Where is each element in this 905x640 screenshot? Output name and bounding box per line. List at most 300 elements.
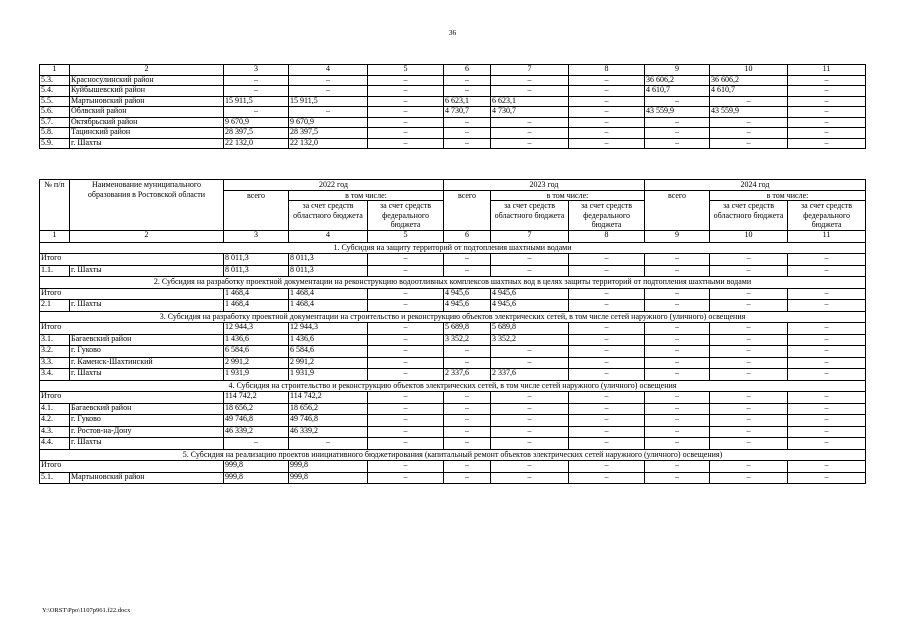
amount-cell: –: [368, 117, 444, 128]
table-row: [40, 369, 866, 381]
amount-cell: –: [788, 86, 866, 97]
amount-cell: –: [368, 369, 444, 381]
amount-cell: –: [710, 265, 788, 277]
amount-cell: –: [368, 415, 444, 427]
amount-cell: –: [368, 75, 444, 86]
municipality-name: Мартыновский район: [70, 472, 224, 484]
header-total-2022: всего: [224, 190, 289, 231]
amount-cell: –: [444, 346, 491, 358]
amount-cell: 4 945,6: [444, 300, 491, 312]
header-num: № п/п: [40, 180, 70, 231]
row-number: 5.6.: [40, 107, 70, 118]
amount-cell: 114 742,2: [289, 392, 368, 404]
amount-cell: 6 623,1: [444, 96, 491, 107]
row-number: 4.2.: [40, 415, 70, 427]
column-number-row: [40, 231, 866, 243]
column-number: 1: [40, 65, 70, 76]
amount-cell: –: [788, 369, 866, 381]
subsidy-table: [39, 179, 866, 484]
row-number: 3.3.: [40, 357, 70, 369]
amount-cell: 1 436,6: [289, 334, 368, 346]
amount-cell: –: [645, 254, 710, 266]
section-title-row: [40, 242, 866, 254]
amount-cell: –: [645, 426, 710, 438]
amount-cell: –: [289, 438, 368, 450]
municipality-name: г. Шахты: [70, 138, 224, 149]
table-row: [40, 300, 866, 312]
column-number: 2: [70, 65, 224, 76]
row-number: 3.2.: [40, 346, 70, 358]
section-title: 5. Субсидия на реализацию проектов инициативного бюджетирования (капитальный ремонт объектов электрических сетей наружного (уличного) освещения): [40, 449, 866, 461]
amount-cell: 8 011,3: [289, 265, 368, 277]
amount-cell: –: [491, 138, 569, 149]
column-number: 3: [224, 231, 289, 243]
amount-cell: –: [569, 426, 645, 438]
amount-cell: –: [224, 438, 289, 450]
amount-cell: –: [788, 138, 866, 149]
amount-cell: 4 610,7: [645, 86, 710, 97]
total-label: Итого: [40, 254, 224, 266]
amount-cell: 6 584,6: [289, 346, 368, 358]
table-row: [40, 138, 866, 149]
amount-cell: –: [710, 128, 788, 139]
amount-cell: –: [444, 415, 491, 427]
amount-cell: –: [710, 288, 788, 300]
amount-cell: 43 559,9: [710, 107, 788, 118]
total-row: [40, 323, 866, 335]
amount-cell: –: [444, 392, 491, 404]
amount-cell: 8 011,3: [289, 254, 368, 266]
header-regional-2023: за счет средств областного бюджета: [491, 201, 569, 231]
amount-cell: –: [491, 86, 569, 97]
amount-cell: –: [645, 117, 710, 128]
amount-cell: –: [569, 265, 645, 277]
amount-cell: –: [368, 438, 444, 450]
row-number: 1.1.: [40, 265, 70, 277]
amount-cell: –: [710, 138, 788, 149]
amount-cell: 9 670,9: [289, 117, 368, 128]
municipality-name: г. Каменск-Шахтинский: [70, 357, 224, 369]
amount-cell: –: [368, 472, 444, 484]
amount-cell: 999,8: [224, 472, 289, 484]
amount-cell: –: [368, 265, 444, 277]
row-number: 5.3.: [40, 75, 70, 86]
table-row: [40, 107, 866, 118]
amount-cell: –: [710, 392, 788, 404]
amount-cell: –: [645, 369, 710, 381]
header-including-2022: в том числе:: [289, 190, 444, 201]
header-year-2024: 2024 год: [645, 180, 866, 191]
amount-cell: –: [645, 346, 710, 358]
amount-cell: –: [569, 438, 645, 450]
total-row: [40, 288, 866, 300]
amount-cell: –: [710, 438, 788, 450]
page-number: 36: [448, 28, 457, 37]
amount-cell: –: [444, 472, 491, 484]
amount-cell: –: [710, 357, 788, 369]
amount-cell: 4 945,6: [491, 288, 569, 300]
total-row: [40, 461, 866, 473]
amount-cell: –: [645, 438, 710, 450]
amount-cell: –: [491, 438, 569, 450]
header-year-2023: 2023 год: [444, 180, 645, 191]
amount-cell: –: [368, 254, 444, 266]
amount-cell: –: [569, 288, 645, 300]
amount-cell: –: [289, 107, 368, 118]
amount-cell: –: [788, 346, 866, 358]
section-title: 1. Субсидия на защиту территорий от подтопления шахтными водами: [40, 242, 866, 254]
amount-cell: –: [645, 138, 710, 149]
amount-cell: –: [491, 117, 569, 128]
amount-cell: –: [788, 461, 866, 473]
amount-cell: –: [368, 138, 444, 149]
amount-cell: –: [569, 254, 645, 266]
amount-cell: 5 689,8: [491, 323, 569, 335]
amount-cell: –: [569, 323, 645, 335]
municipality-name: г. Шахты: [70, 265, 224, 277]
total-label: Итого: [40, 323, 224, 335]
table-row: [40, 403, 866, 415]
amount-cell: –: [444, 138, 491, 149]
amount-cell: –: [444, 403, 491, 415]
column-number: 9: [645, 65, 710, 76]
column-number: 3: [224, 65, 289, 76]
table-row: [40, 357, 866, 369]
column-number: 7: [491, 65, 569, 76]
amount-cell: –: [569, 117, 645, 128]
amount-cell: –: [788, 96, 866, 107]
amount-cell: –: [569, 403, 645, 415]
section-title-row: [40, 449, 866, 461]
amount-cell: 4 945,6: [491, 300, 569, 312]
amount-cell: 22 132,0: [289, 138, 368, 149]
amount-cell: 49 746,8: [224, 415, 289, 427]
amount-cell: 2 991,2: [224, 357, 289, 369]
amount-cell: –: [569, 357, 645, 369]
amount-cell: 12 944,3: [289, 323, 368, 335]
section-title-row: [40, 380, 866, 392]
table-row: [40, 426, 866, 438]
amount-cell: –: [444, 86, 491, 97]
amount-cell: –: [710, 426, 788, 438]
amount-cell: –: [569, 138, 645, 149]
amount-cell: 2 337,6: [444, 369, 491, 381]
municipality-name: Куйбышевский район: [70, 86, 224, 97]
amount-cell: –: [788, 415, 866, 427]
header-federal-2023: за счет средств федерального бюджета: [569, 201, 645, 231]
amount-cell: –: [368, 288, 444, 300]
amount-cell: 1 931,9: [289, 369, 368, 381]
table-row: [40, 265, 866, 277]
amount-cell: 12 944,3: [224, 323, 289, 335]
column-number: 9: [645, 231, 710, 243]
municipality-name: г. Ростов-на-Дону: [70, 426, 224, 438]
row-number: 3.1.: [40, 334, 70, 346]
amount-cell: –: [569, 75, 645, 86]
header-including-2024: в том числе:: [710, 190, 866, 201]
amount-cell: –: [569, 369, 645, 381]
header-total-2024: всего: [645, 190, 710, 231]
amount-cell: –: [645, 265, 710, 277]
column-number: 8: [569, 231, 645, 243]
amount-cell: –: [788, 254, 866, 266]
amount-cell: –: [788, 334, 866, 346]
column-number: 6: [444, 65, 491, 76]
amount-cell: 15 911,5: [289, 96, 368, 107]
amount-cell: –: [788, 403, 866, 415]
municipality-name: г. Гуково: [70, 415, 224, 427]
amount-cell: –: [788, 128, 866, 139]
section-title: 2. Субсидия на разработку проектной документации на реконструкцию водоотливных комплексов шахтных вод в целях защиты территорий от подтопления шахтными водами: [40, 277, 866, 289]
table-row: [40, 75, 866, 86]
amount-cell: –: [710, 346, 788, 358]
amount-cell: 8 011,3: [224, 265, 289, 277]
amount-cell: –: [491, 426, 569, 438]
amount-cell: 2 991,2: [289, 357, 368, 369]
amount-cell: –: [788, 323, 866, 335]
amount-cell: –: [569, 392, 645, 404]
amount-cell: –: [368, 346, 444, 358]
amount-cell: –: [788, 300, 866, 312]
municipality-name: Багаевский район: [70, 403, 224, 415]
header-regional-2022: за счет средств областного бюджета: [289, 201, 368, 231]
amount-cell: 28 397,5: [289, 128, 368, 139]
amount-cell: –: [491, 461, 569, 473]
amount-cell: 4 730,7: [444, 107, 491, 118]
amount-cell: –: [444, 75, 491, 86]
row-number: 5.8.: [40, 128, 70, 139]
total-row: [40, 254, 866, 266]
amount-cell: 999,8: [224, 461, 289, 473]
amount-cell: 22 132,0: [224, 138, 289, 149]
municipality-name: г. Шахты: [70, 369, 224, 381]
amount-cell: –: [368, 128, 444, 139]
amount-cell: –: [444, 357, 491, 369]
table-row: [40, 438, 866, 450]
amount-cell: –: [645, 334, 710, 346]
amount-cell: 2 337,6: [491, 369, 569, 381]
amount-cell: –: [444, 461, 491, 473]
column-number: 4: [289, 65, 368, 76]
amount-cell: –: [368, 357, 444, 369]
amount-cell: 46 339,2: [224, 426, 289, 438]
amount-cell: –: [491, 75, 569, 86]
table-row: [40, 415, 866, 427]
amount-cell: –: [444, 128, 491, 139]
amount-cell: –: [645, 300, 710, 312]
row-number: 5.4.: [40, 86, 70, 97]
amount-cell: 1 468,4: [289, 288, 368, 300]
amount-cell: –: [224, 75, 289, 86]
amount-cell: 18 656,2: [224, 403, 289, 415]
row-number: 3.4.: [40, 369, 70, 381]
amount-cell: –: [569, 300, 645, 312]
amount-cell: –: [788, 357, 866, 369]
amount-cell: –: [368, 300, 444, 312]
amount-cell: –: [569, 415, 645, 427]
amount-cell: –: [710, 300, 788, 312]
amount-cell: 49 746,8: [289, 415, 368, 427]
amount-cell: –: [788, 426, 866, 438]
amount-cell: 9 670,9: [224, 117, 289, 128]
amount-cell: –: [444, 265, 491, 277]
municipality-name: Тацинский район: [70, 128, 224, 139]
amount-cell: –: [491, 472, 569, 484]
table-row: [40, 86, 866, 97]
amount-cell: –: [788, 288, 866, 300]
amount-cell: 36 606,2: [645, 75, 710, 86]
table-row: [40, 334, 866, 346]
amount-cell: –: [444, 254, 491, 266]
amount-cell: 1 436,6: [224, 334, 289, 346]
amount-cell: –: [289, 75, 368, 86]
row-number: 4.1.: [40, 403, 70, 415]
column-number: 4: [289, 231, 368, 243]
amount-cell: 3 352,2: [444, 334, 491, 346]
amount-cell: –: [368, 426, 444, 438]
amount-cell: –: [788, 472, 866, 484]
amount-cell: 114 742,2: [224, 392, 289, 404]
amount-cell: 43 559,9: [645, 107, 710, 118]
column-number: 11: [788, 65, 866, 76]
amount-cell: –: [645, 472, 710, 484]
amount-cell: –: [569, 346, 645, 358]
row-number: 5.9.: [40, 138, 70, 149]
amount-cell: 3 352,2: [491, 334, 569, 346]
amount-cell: 6 584,6: [224, 346, 289, 358]
table-row: [40, 346, 866, 358]
amount-cell: –: [569, 96, 645, 107]
header-total-2023: всего: [444, 190, 491, 231]
amount-cell: –: [368, 334, 444, 346]
municipality-name: Мартыновский район: [70, 96, 224, 107]
amount-cell: 18 656,2: [289, 403, 368, 415]
amount-cell: –: [569, 334, 645, 346]
amount-cell: –: [710, 254, 788, 266]
municipality-name: Багаевский район: [70, 334, 224, 346]
amount-cell: –: [788, 392, 866, 404]
amount-cell: –: [710, 117, 788, 128]
amount-cell: –: [569, 107, 645, 118]
row-number: 5.7.: [40, 117, 70, 128]
amount-cell: –: [368, 107, 444, 118]
amount-cell: –: [788, 438, 866, 450]
amount-cell: –: [710, 369, 788, 381]
municipality-name: Красносулинский район: [70, 75, 224, 86]
amount-cell: –: [368, 96, 444, 107]
amount-cell: –: [491, 392, 569, 404]
amount-cell: –: [491, 357, 569, 369]
municipality-name: г. Шахты: [70, 438, 224, 450]
amount-cell: –: [289, 86, 368, 97]
amount-cell: –: [710, 403, 788, 415]
table-row: [40, 117, 866, 128]
column-number: 7: [491, 231, 569, 243]
header-including-2023: в том числе:: [491, 190, 645, 201]
column-number: 5: [368, 65, 444, 76]
amount-cell: –: [368, 323, 444, 335]
column-number: 8: [569, 65, 645, 76]
amount-cell: –: [645, 288, 710, 300]
amount-cell: –: [224, 107, 289, 118]
amount-cell: 15 911,5: [224, 96, 289, 107]
header-federal-2022: за счет средств федерального бюджета: [368, 201, 444, 231]
amount-cell: –: [491, 128, 569, 139]
amount-cell: 999,8: [289, 461, 368, 473]
table-row: [40, 128, 866, 139]
amount-cell: –: [645, 357, 710, 369]
amount-cell: 6 623,1: [491, 96, 569, 107]
municipality-name: г. Шахты: [70, 300, 224, 312]
amount-cell: 1 468,4: [224, 300, 289, 312]
amount-cell: –: [788, 265, 866, 277]
amount-cell: 4 730,7: [491, 107, 569, 118]
column-number: 10: [710, 231, 788, 243]
amount-cell: –: [491, 265, 569, 277]
amount-cell: 36 606,2: [710, 75, 788, 86]
municipality-name: Октябрьский район: [70, 117, 224, 128]
table-row: [40, 472, 866, 484]
amount-cell: 5 689,8: [444, 323, 491, 335]
amount-cell: –: [444, 426, 491, 438]
column-number: 1: [40, 231, 70, 243]
column-number: 2: [70, 231, 224, 243]
total-label: Итого: [40, 288, 224, 300]
continuation-table: [39, 64, 866, 149]
section-title-row: [40, 277, 866, 289]
amount-cell: –: [491, 254, 569, 266]
total-label: Итого: [40, 392, 224, 404]
amount-cell: –: [368, 86, 444, 97]
row-number: 5.1.: [40, 472, 70, 484]
amount-cell: –: [788, 75, 866, 86]
column-number: 6: [444, 231, 491, 243]
section-title: 4. Субсидия на строительство и реконструкцию объектов электрических сетей, в том числе сетей наружного (уличного) освещения: [40, 380, 866, 392]
table-row: [40, 96, 866, 107]
amount-cell: –: [710, 96, 788, 107]
amount-cell: –: [645, 392, 710, 404]
amount-cell: –: [645, 403, 710, 415]
amount-cell: –: [444, 438, 491, 450]
amount-cell: 1 468,4: [224, 288, 289, 300]
amount-cell: –: [788, 107, 866, 118]
amount-cell: 46 339,2: [289, 426, 368, 438]
amount-cell: –: [491, 415, 569, 427]
amount-cell: –: [710, 415, 788, 427]
amount-cell: 4 945,6: [444, 288, 491, 300]
amount-cell: –: [569, 128, 645, 139]
section-title: 3. Субсидия на разработку проектной документации на строительство и реконструкцию объектов электрических сетей, в том числе сетей наружного (уличного) освещения: [40, 311, 866, 323]
amount-cell: 28 397,5: [224, 128, 289, 139]
amount-cell: –: [710, 334, 788, 346]
amount-cell: –: [645, 323, 710, 335]
amount-cell: 4 610,7: [710, 86, 788, 97]
header-federal-2024: за счет средств федерального бюджета: [788, 201, 866, 231]
amount-cell: –: [569, 472, 645, 484]
amount-cell: –: [491, 346, 569, 358]
total-label: Итого: [40, 461, 224, 473]
column-number: 5: [368, 231, 444, 243]
header-regional-2024: за счет средств областного бюджета: [710, 201, 788, 231]
amount-cell: –: [710, 461, 788, 473]
row-number: 4.3.: [40, 426, 70, 438]
row-number: 2.1: [40, 300, 70, 312]
column-number: 11: [788, 231, 866, 243]
amount-cell: 999,8: [289, 472, 368, 484]
footer-file-path: Y:\ORST\Ppo\1107p961.f22.docx: [42, 607, 131, 614]
amount-cell: –: [491, 403, 569, 415]
section-title-row: [40, 311, 866, 323]
